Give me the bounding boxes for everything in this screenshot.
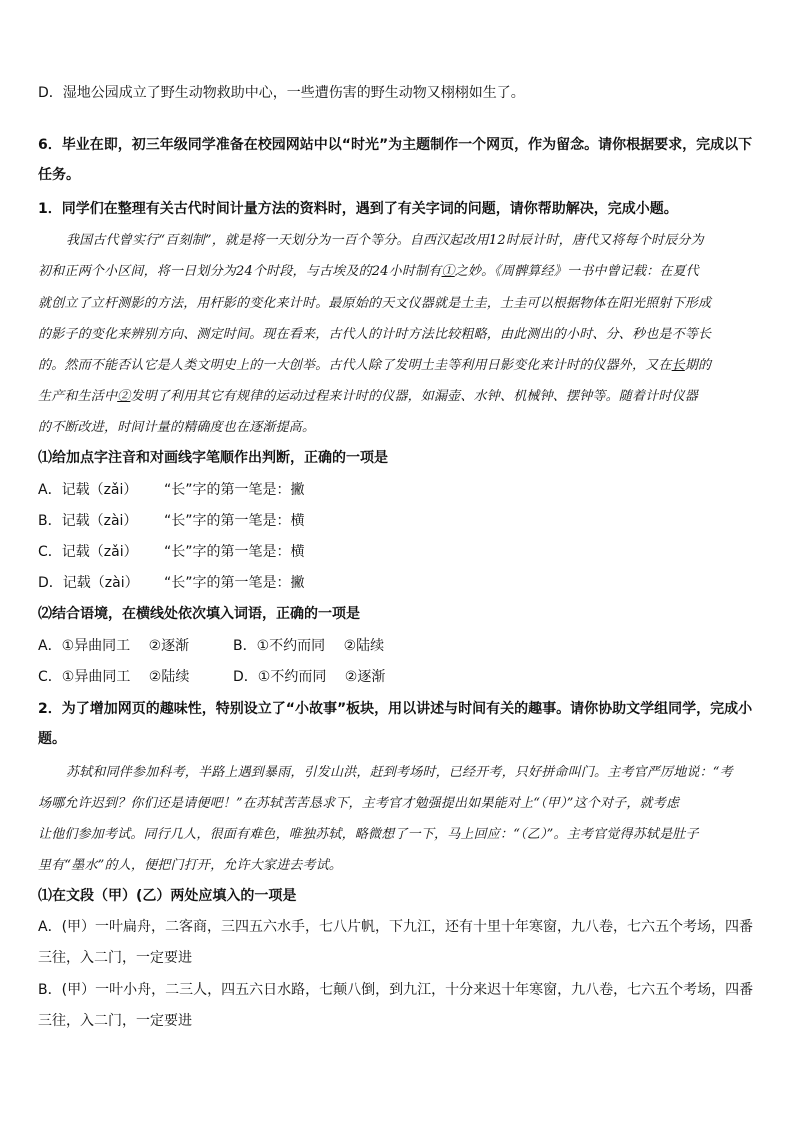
- passage2-line2: 场哪允许迟到？你们还是请便吧！”在苏轼苦苦恳求下，主考官才勉强提出如果能对上“（甲）”这个对子，就考虑: [38, 796, 680, 811]
- question-2-line2: 题。: [38, 731, 66, 747]
- option-d-previous: D．湿地公园成立了野生动物救助中心，一些遭伤害的野生动物又栩栩如生了。: [38, 85, 525, 101]
- question-6-line2: 任务。: [38, 167, 80, 183]
- option-3b-line1: B．(甲）一叶小舟，二三人，四五六日水路，七颠八倒，到九江，十分来迟十年寒窗，九八卷，七六五个考场，四番: [38, 982, 754, 998]
- passage2-line1: 苏轼和同伴参加科考，半路上遇到暴雨，引发山洪，赶到考场时，已经开考，只好拼命叫门。主考官严厉地说：“考: [66, 765, 733, 780]
- option-2a: A．①异曲同工 ②逐渐: [38, 638, 190, 654]
- passage2-line3: 让他们参加考试。同行几人，很面有难色，唯独苏轼，略微想了一下，马上回应：“（乙）”。主考官觉得苏轼是肚子: [38, 827, 699, 842]
- underlined-char: 长: [671, 358, 685, 373]
- passage1-line2-b: 之妙。《周髀算经》一书中曾记载：在夏代: [454, 264, 699, 279]
- option-2d: D．①不约而同 ②逐渐: [233, 669, 386, 685]
- passage1-line3: 就创立了立杆测影的方法，用杆影的变化来计时。最原始的天文仪器就是土圭，土圭可以根据物体在阳光照射下形成: [38, 296, 712, 311]
- option-1b: B．记载（zài） “长”字的第一笔是：横: [38, 513, 305, 529]
- blank-1: ①: [441, 264, 455, 279]
- passage1-line2: [38, 260, 699, 279]
- passage1-line6-b: 发明了利用其它有规律的运动过程来计时的仪器，如漏壶、水钟、机械钟、摆钟等。随着计时仪器: [130, 389, 699, 404]
- option-2b: B．①不约而同 ②陆续: [233, 638, 385, 654]
- option-3a-line1: A．(甲）一叶扁舟，二客商，三四五六水手，七八片帆，下九江，还有十里十年寒窗，九八卷，七六五个考场，四番: [38, 919, 754, 935]
- blank-2: ②: [117, 389, 131, 404]
- passage1-line7: 的不断改进，时间计量的精确度也在逐渐提高。: [38, 420, 316, 435]
- option-3b-line2: 三往，入二门，一定要进: [38, 1013, 192, 1029]
- passage1-line4: 的影子的变化来辨别方向、测定时间。现在看来，古代人的计时方法比较粗略，由此测出的小时、分、秒也是不等长: [38, 327, 712, 342]
- passage1-line5-b: 期的: [684, 358, 712, 373]
- question-6-line1: 6．毕业在即，初三年级同学准备在校园网站中以“时光”为主题制作一个网页，作为留念。请你根据要求，完成以下: [38, 137, 753, 153]
- passage1-line5-a: 的。然而不能否认它是人类文明史上的一大创举。古代人除了发明土圭等利用日影变化来计时的仪器外，又在: [38, 358, 672, 373]
- option-2c: C．①异曲同工 ②陆续: [38, 669, 190, 685]
- subquestion-1-2: ⑵结合语境，在横线处依次填入词语，正确的一项是: [38, 606, 360, 622]
- subquestion-2-1: ⑴在文段（甲）(乙）两处应填入的一项是: [38, 888, 297, 904]
- passage1-line5: [38, 354, 711, 373]
- passage2-line4: 里有“墨水”的人，便把门打开，允许大家进去考试。: [38, 858, 343, 873]
- option-1d: D．记载（zài） “长”字的第一笔是：撇: [38, 575, 305, 591]
- passage1-line6-a: 生产和生活中: [38, 389, 118, 404]
- option-1a: A．记载（zǎi） “长”字的第一笔是：撇: [38, 482, 305, 498]
- subquestion-1-prompt: 1．同学们在整理有关古代时间计量方法的资料时，遇到了有关字词的问题，请你帮助解决，完成小题。: [38, 201, 678, 217]
- subquestion-1-1: ⑴给加点字注音和对画线字笔顺作出判断，正确的一项是: [38, 450, 388, 466]
- passage1-line1: 我国古代曾实行“百刻制”，就是将一天划分为一百个等分。自西汉起改用12时辰计时，唐代又将每个时辰分为: [66, 233, 704, 248]
- option-3a-line2: 三往，入二门，一定要进: [38, 950, 192, 966]
- question-2-line1: 2．为了增加网页的趣味性，特别设立了“小故事”板块，用以讲述与时间有关的趣事。请你协助文学组同学，完成小: [38, 701, 753, 717]
- option-1c: C．记载（zǎi） “长”字的第一笔是：横: [38, 544, 305, 560]
- passage1-line6: [38, 385, 698, 404]
- passage1-line2-a: 初和正两个小区间，将一日划分为24个时段，与古埃及的24小时制有: [38, 264, 442, 279]
